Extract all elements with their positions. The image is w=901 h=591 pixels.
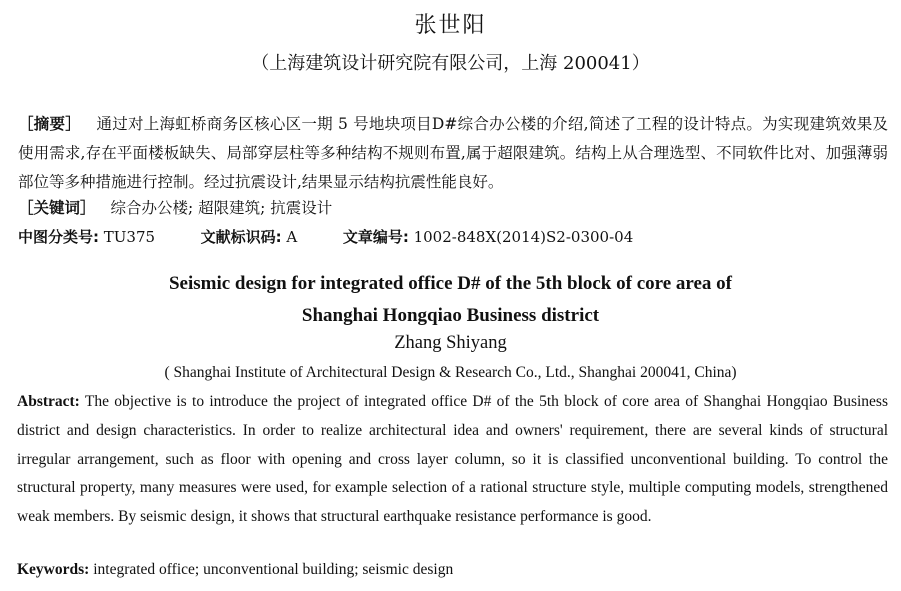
abstract-cn	[18, 110, 888, 197]
keywords-en-label: Keywords:	[17, 561, 90, 578]
doc-code-label: 文献标识码:	[200, 228, 282, 246]
article-no-label: 文章编号:	[342, 228, 409, 246]
keywords-cn-text: 综合办公楼; 超限建筑; 抗震设计	[110, 199, 333, 217]
keywords-en	[17, 561, 453, 579]
english-title	[0, 268, 901, 332]
abstract-en-label: Abstract:	[17, 393, 80, 410]
english-title-line2: Shanghai Hongqiao Business district	[301, 305, 600, 326]
affiliation-en: ( Shanghai Institute of Architectural Design & Research Co., Ltd., Shanghai 200041, China)	[164, 364, 737, 381]
keywords-en-text: integrated office; unconventional building; seismic design	[89, 561, 454, 578]
abstract-en-text: The objective is to introduce the project of integrated office D# of the 5th block of core area of Shanghai Hongqiao Business district and design characteristics. In order to realize architectural idea and owners' requirement, there are several kinds of structural irregular arrangement, such as floor with opening and cross layer column, so it is classified unconventional building. To control the structural property, many measures were used, for example selection of a rational structure style, multiple computing models, strengthened weak members. By seismic design, it shows that structural earthquake resistance performance is good.	[17, 393, 888, 526]
abstract-en	[17, 388, 888, 532]
affiliation-cn: （上海建筑设计研究院有限公司，上海 200041）	[251, 53, 650, 74]
english-title-line1: Seismic design for integrated office D# of the 5th block of core area of	[168, 273, 733, 294]
author-name-en: Zhang Shiyang	[394, 333, 507, 353]
abstract-cn-text: 通过对上海虹桥商务区核心区一期 5 号地块项目D#综合办公楼的介绍,简述了工程的设计特点。为实现建筑效果及使用需求,存在平面楼板缺失、局部穿层柱等多种结构不规则布置,属于超限建筑。结构上从合理选型、不同软件比对、加强薄弱部位等多种措施进行控制。经过抗震设计,结果显示结构抗震性能良好。	[18, 115, 888, 191]
abstract-cn-label: ［摘要］	[18, 115, 82, 133]
keywords-cn-label: ［关键词］	[18, 199, 96, 217]
keywords-cn	[18, 196, 332, 218]
clc-label: 中图分类号:	[18, 228, 99, 246]
classification-row	[18, 226, 633, 247]
clc-value: TU375	[103, 228, 156, 246]
doc-code-value: A	[286, 228, 298, 246]
author-name-cn: 张世阳	[414, 13, 487, 38]
article-no-value: 1002-848X(2014)S2-0300-04	[413, 228, 634, 246]
